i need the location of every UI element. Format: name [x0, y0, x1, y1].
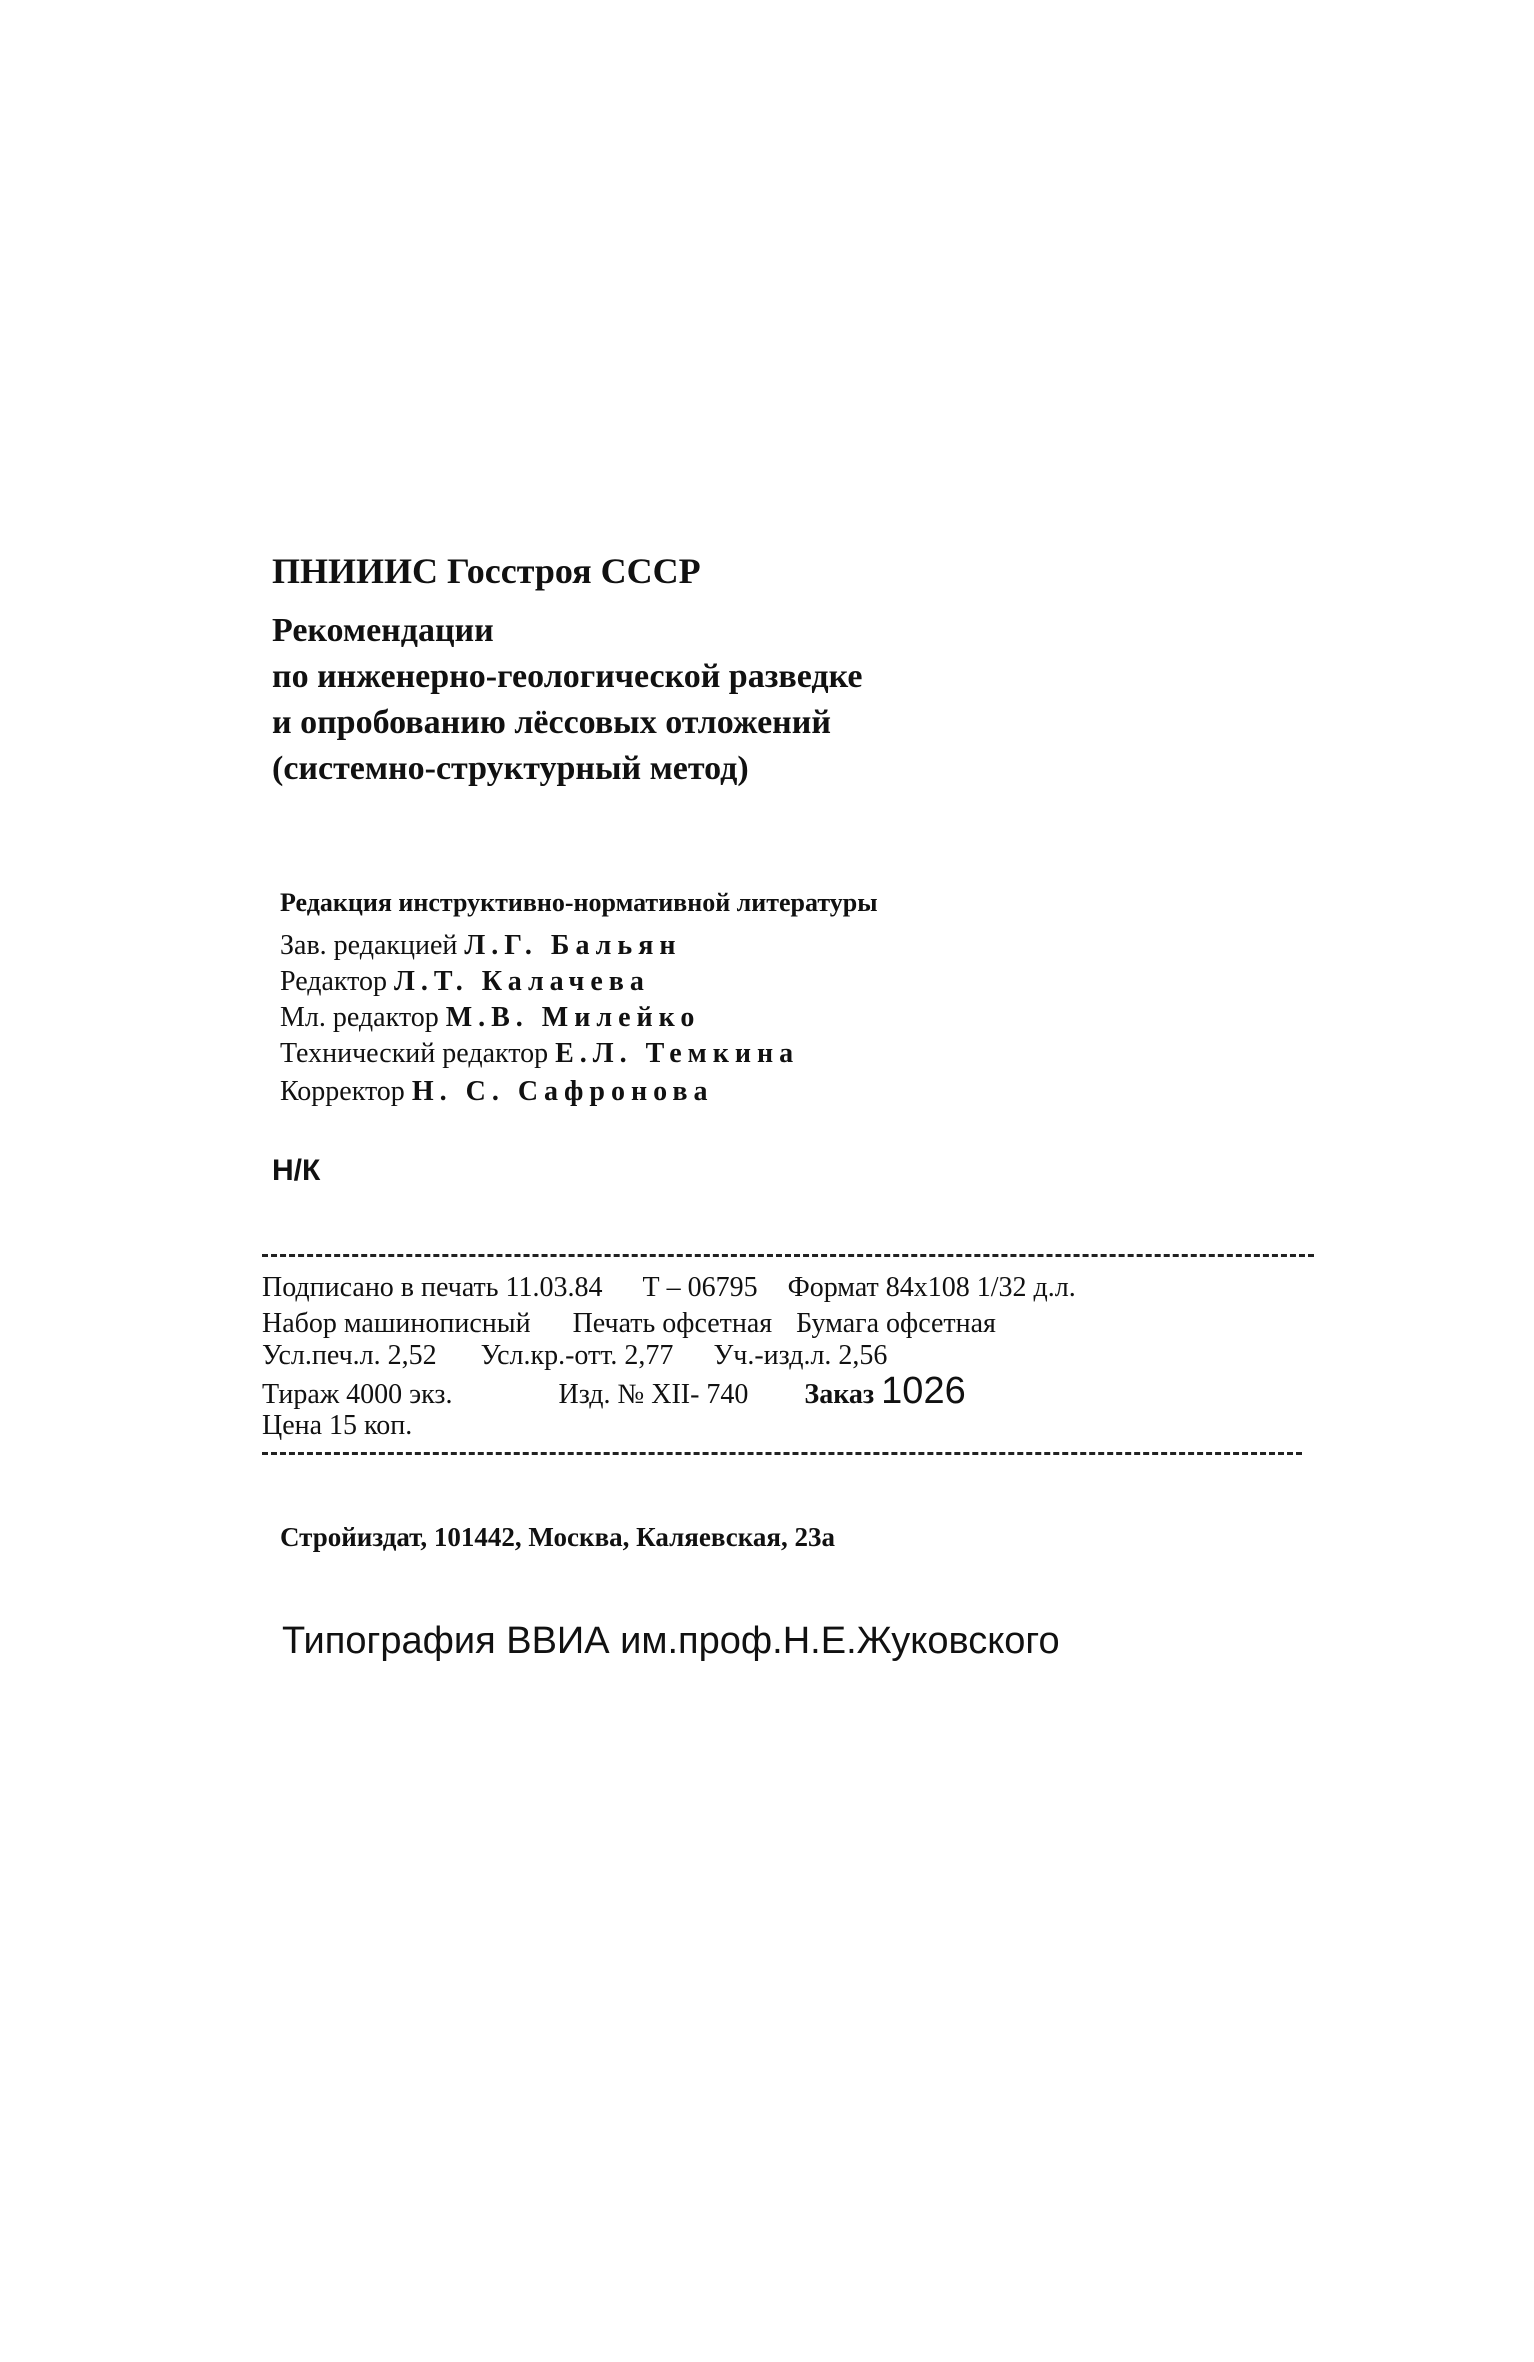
staff-role: Корректор: [280, 1076, 405, 1107]
publisher-sheets: Уч.-изд.л. 2,56: [713, 1340, 888, 1371]
t-number: Т – 06795: [642, 1272, 758, 1303]
staff-name: Л.Т. Калачева: [394, 966, 650, 997]
staff-name: М.В. Милейко: [445, 1002, 701, 1033]
imprint-row-2: [262, 1308, 996, 1340]
format: Формат 84х108 1/32 д.л.: [787, 1272, 1076, 1303]
staff-role: Мл. редактор: [280, 1002, 439, 1033]
title-line-3: и опробованию лёссовых отложений: [272, 704, 831, 741]
print-sheets: Усл.печ.л. 2,52: [262, 1340, 437, 1371]
staff-role: Зав. редакцией: [280, 930, 458, 961]
staff-row: [280, 1038, 799, 1070]
imprint-row-1: [262, 1272, 1076, 1304]
nk-mark: Н/К: [272, 1154, 321, 1187]
divider-bottom: [262, 1452, 1302, 1455]
circulation: Тираж 4000 экз.: [262, 1379, 453, 1410]
staff-role: Технический редактор: [280, 1038, 549, 1069]
institute-heading: ПНИИИС Госстроя СССР: [272, 551, 701, 591]
edition-number: Изд. № XII- 740: [558, 1379, 749, 1410]
title-line-4: (системно-структурный метод): [272, 750, 749, 787]
order-label: Заказ: [804, 1379, 875, 1410]
signed-date: Подписано в печать 11.03.84: [262, 1272, 603, 1303]
printing-type: Печать офсетная: [572, 1308, 773, 1339]
staff-row: [280, 930, 681, 962]
staff-name: Л.Г. Бальян: [464, 930, 682, 961]
staff-role: Редактор: [280, 966, 388, 997]
title-line-2: по инженерно-геологической разведке: [272, 658, 863, 695]
typesetting: Набор машинописный: [262, 1308, 531, 1339]
title-line-1: Рекомендации: [272, 612, 494, 649]
staff-row: [280, 966, 650, 998]
divider-top: [262, 1254, 1314, 1257]
paper-type: Бумага офсетная: [796, 1308, 996, 1339]
staff-name: Н. С. Сафронова: [411, 1076, 714, 1107]
imprint-row-3: [262, 1340, 887, 1372]
staff-name: Е.Л. Темкина: [555, 1038, 800, 1069]
price: Цена 15 коп.: [262, 1410, 413, 1441]
staff-row: [280, 1076, 714, 1108]
publisher-address: Стройиздат, 101442, Москва, Каляевская, 23а: [280, 1522, 836, 1552]
editorial-office: Редакция инструктивно-нормативной литературы: [280, 888, 878, 917]
staff-row: [280, 1002, 700, 1034]
color-prints: Усл.кр.-отт. 2,77: [480, 1340, 674, 1371]
order-number: 1026: [881, 1370, 966, 1412]
printing-house: Типография ВВИА им.проф.Н.Е.Жуковского: [282, 1620, 1060, 1662]
imprint-row-4: [262, 1370, 966, 1413]
